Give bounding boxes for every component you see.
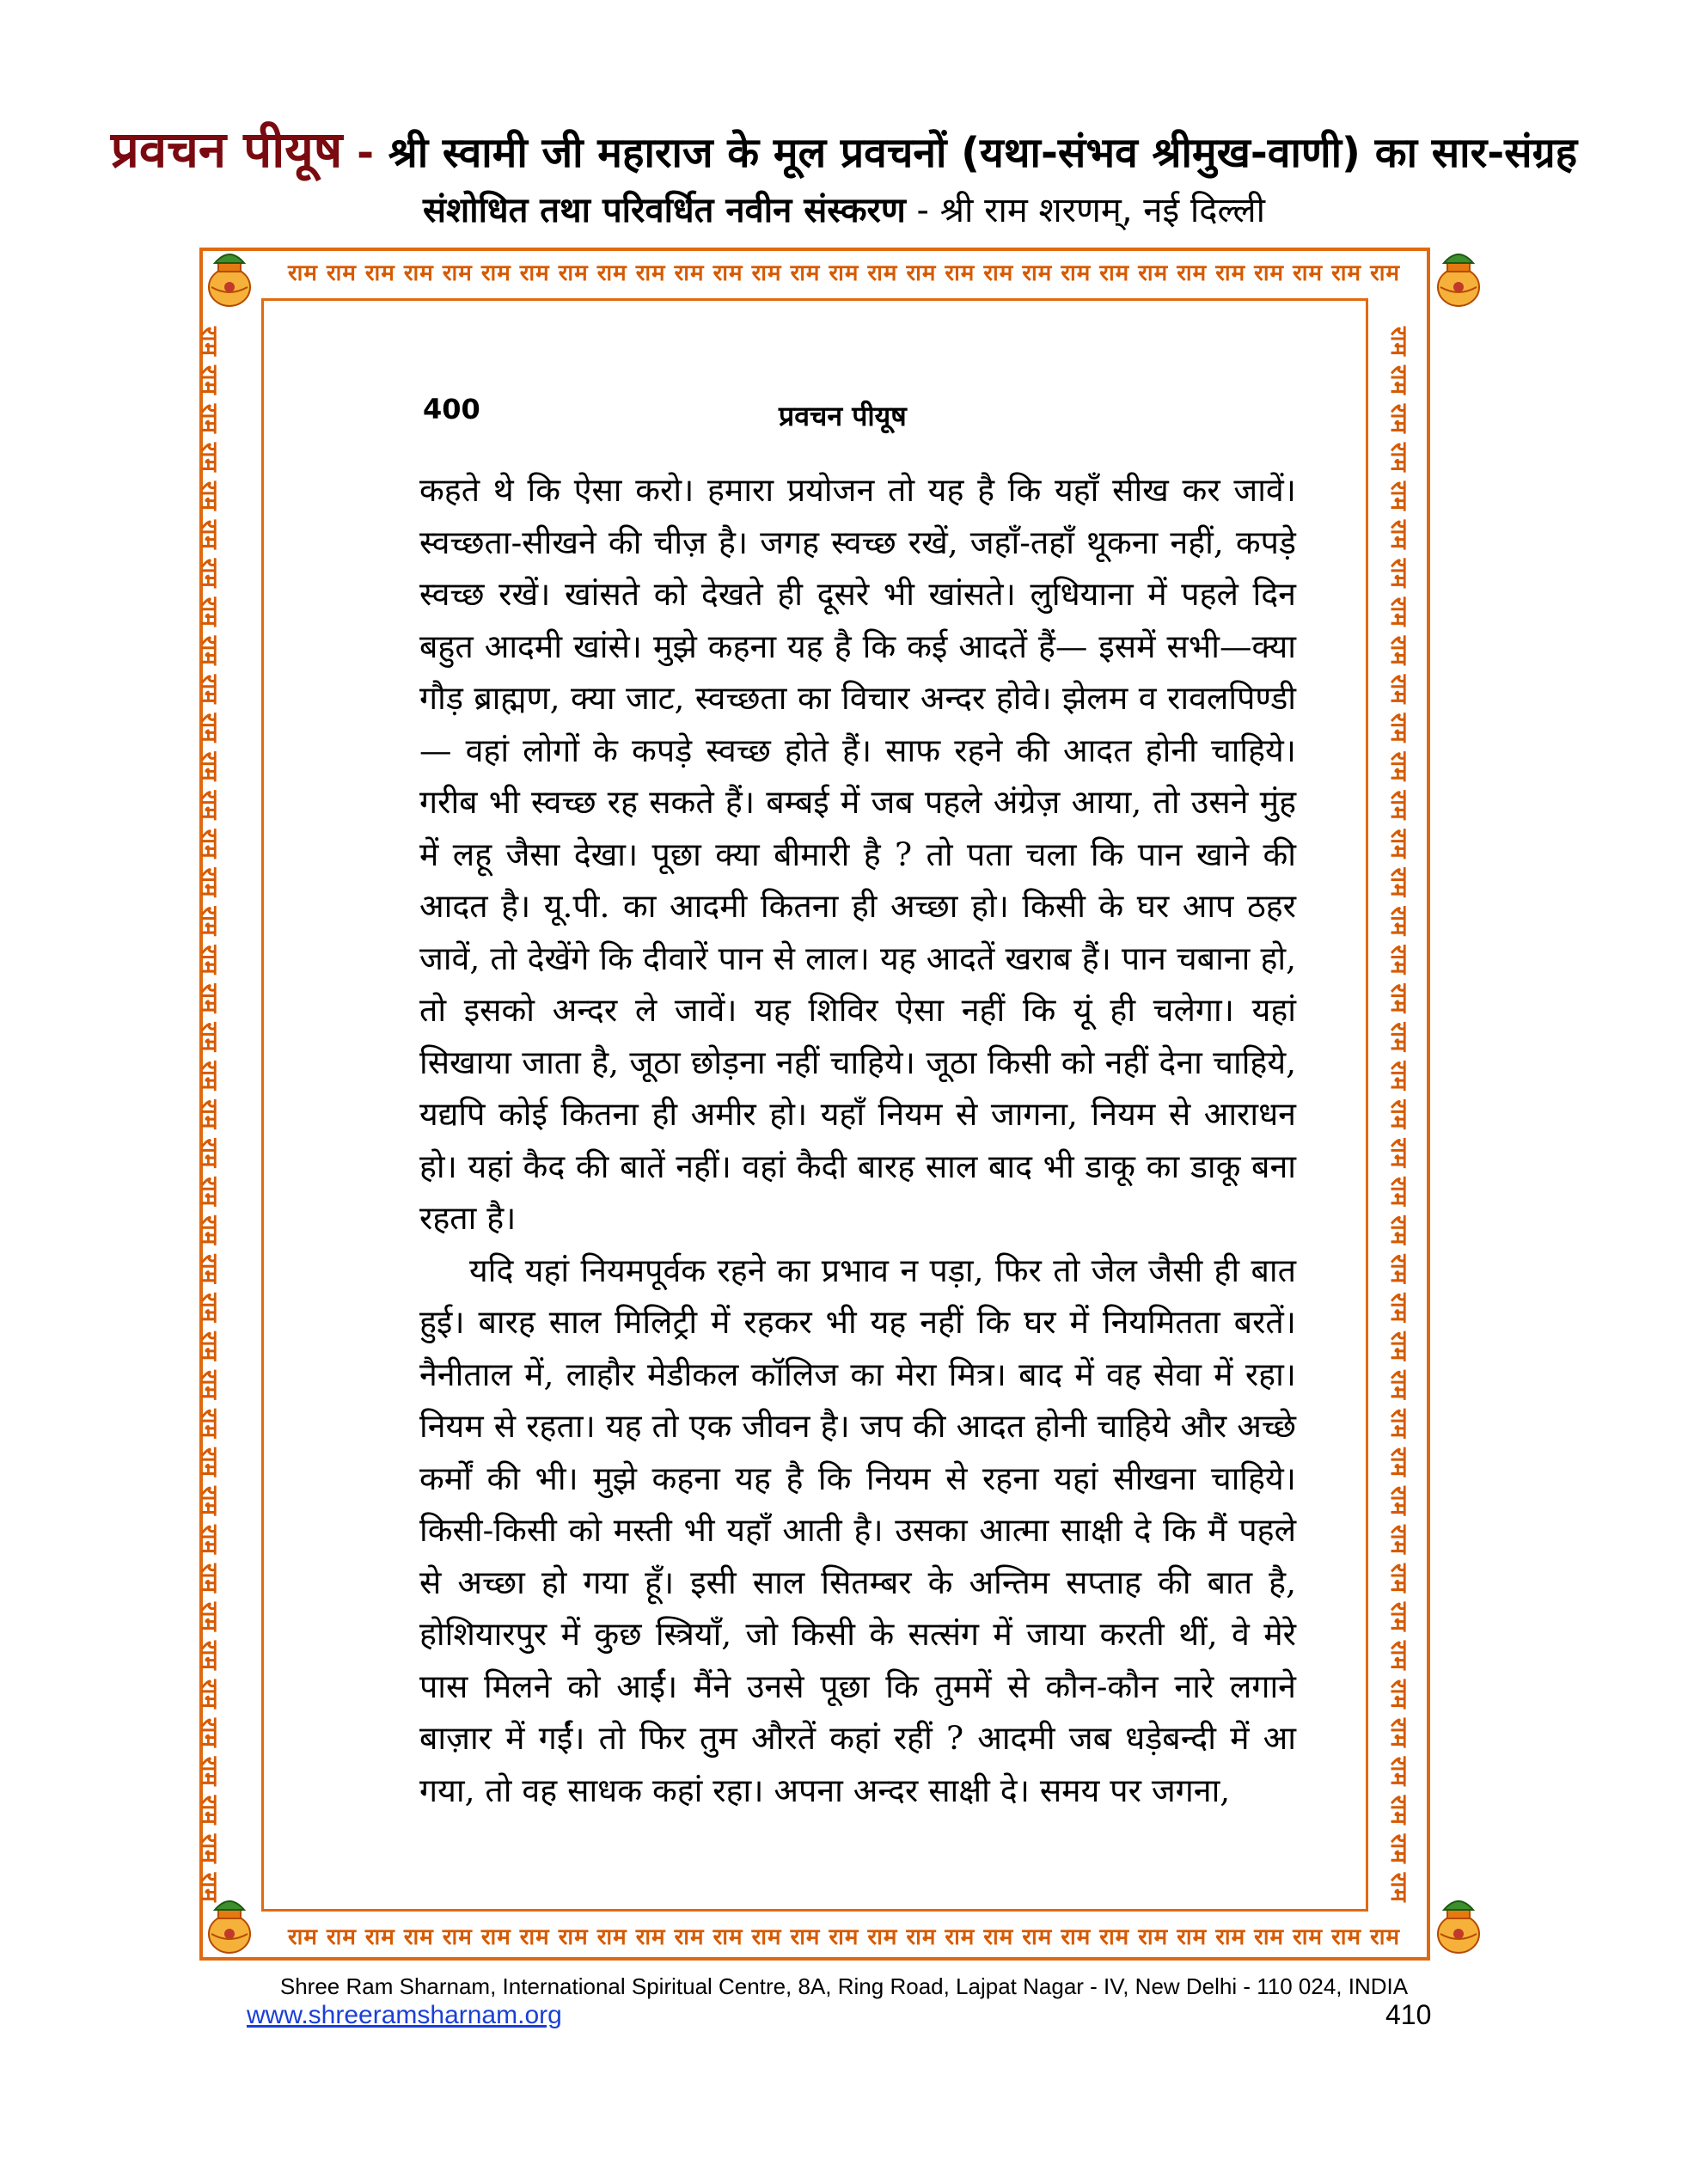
running-head: प्रवचन पीयूष	[779, 400, 907, 432]
paragraph: कहते थे कि ऐसा करो। हमारा प्रयोजन तो यह है कि यहाँ सीख कर जावें। स्वच्छता-सीखने की चीज़ है। जगह स्वच्छ रखें, जहाँ-तहाँ थूकना नहीं, कपड़े स्वच्छ रखें। खांसते को देखते ही दूसरे भी खांसते। लुधियाना में पहले दिन बहुत आदमी खांसे। मुझे कहना यह है कि कई आदतें हैं— इसमें सभी—क्या गौड़ ब्राह्मण, क्या जाट, स्वच्छता का विचार अन्दर होवे। झेलम व रावलपिण्डी— वहां लोगों के कपड़े स्वच्छ होते हैं। साफ रहने की आदत होनी चाहिये। गरीब भी स्वच्छ रह सकते हैं। बम्बई में जब पहले अंग्रेज़ आया, तो उसने मुंह में लहू जैसा देखा। पूछा क्या बीमारी है ? तो पता चला कि पान खाने की आदत है। यू.पी. का आदमी कितना ही अच्छा हो। किसी के घर आप ठहर जावें, तो देखेंगे कि दीवारें पान से लाल। यह आदतें खराब हैं। पान चबाना हो, तो इसको अन्दर ले जावें। यह शिविर ऐसा नहीं कि यूं ही चलेगा। यहां सिखाया जाता है, जूठा छोड़ना नहीं चाहिये। जूठा किसी को नहीं देना चाहिये, यद्यपि कोई कितना ही अमीर हो। यहाँ नियम से जागना, नियम से आराधन हो। यहां कैद की बातें नहीं। वहां कैदी बारह साल बाद भी डाकू का डाकू बना रहता है।	[419, 471, 1296, 1237]
body-text	[419, 464, 1296, 1816]
pdf-page-number: 410	[1385, 1999, 1432, 2030]
edition-label: संशोधित तथा परिवर्धित नवीन संस्करण	[423, 191, 906, 230]
ram-border-right: राम राम राम राम राम राम राम राम राम राम राम राम राम राम राम राम राम राम राम राम राम राम राम राम राम राम राम राम राम राम राम राम राम राम राम राम राम राम राम राम राम	[1385, 327, 1411, 1903]
book-title: प्रवचन पीयूष	[110, 120, 343, 179]
document-header-edition-line	[0, 185, 1688, 232]
website-link[interactable]: www.shreeramsharnam.org	[247, 2001, 562, 2029]
footer-address: Shree Ram Sharnam, International Spiritual Centre, 8A, Ring Road, Lajpat Nagar - IV, New Delhi - 110 024, INDIA	[279, 1973, 1409, 1999]
book-page-number: 400	[423, 393, 480, 425]
title-separator: -	[342, 129, 388, 177]
kalash-icon	[1432, 249, 1485, 311]
ram-border-left: राम राम राम राम राम राम राम राम राम राम राम राम राम राम राम राम राम राम राम राम राम राम राम राम राम राम राम राम राम राम राम राम राम राम राम राम राम राम राम राम राम	[196, 327, 222, 1903]
document-header-title-line	[0, 113, 1688, 181]
kalash-icon	[1432, 1896, 1485, 1958]
ram-border-bottom: राम राम राम राम राम राम राम राम राम राम राम राम राम राम राम राम राम राम राम राम राम राम राम राम राम राम राम राम राम	[287, 1924, 1400, 1950]
kalash-icon	[203, 1896, 256, 1958]
paragraph: यदि यहां नियमपूर्वक रहने का प्रभाव न पड़ा, फिर तो जेल जैसी ही बात हुई। बारह साल मिलिट्री में रहकर भी यह नहीं कि घर में नियमितता बरतें। नैनीताल में, लाहौर मेडीकल कॉलिज का मेरा मित्र। बाद में वह सेवा में रहा। नियम से रहता। यह तो एक जीवन है। जप की आदत होनी चाहिये और अच्छे कर्मों की भी। मुझे कहना यह है कि नियम से रहना यहां सीखना चाहिये। किसी-किसी को मस्ती भी यहाँ आती है। उसका आत्मा साक्षी दे कि मैं पहले से अच्छा हो गया हूँ। इसी साल सितम्बर के अन्तिम सप्ताह की बात है, होशियारपुर में कुछ स्त्रियाँ, जो किसी के सत्संग में जाया करती थीं, वे मेरे पास मिलने को आईं। मैंने उनसे पूछा कि तुममें से कौन-कौन नारे लगाने बाज़ार में गईं। तो फिर तुम औरतें कहां रहीं ? आदमी जब धड़ेबन्दी में आ गया, तो वह साधक कहां रहा। अपना अन्दर साक्षी दे। समय पर जगना,	[419, 1251, 1296, 1809]
ram-border-top: राम राम राम राम राम राम राम राम राम राम राम राम राम राम राम राम राम राम राम राम राम राम राम राम राम राम राम राम राम	[287, 260, 1400, 286]
kalash-icon	[203, 249, 256, 311]
publisher-label: - श्री राम शरणम्, नई दिल्ली	[905, 191, 1265, 230]
book-subtitle: श्री स्वामी जी महाराज के मूल प्रवचनों (यथा-संभव श्रीमुख-वाणी) का सार-संग्रह	[388, 129, 1578, 177]
